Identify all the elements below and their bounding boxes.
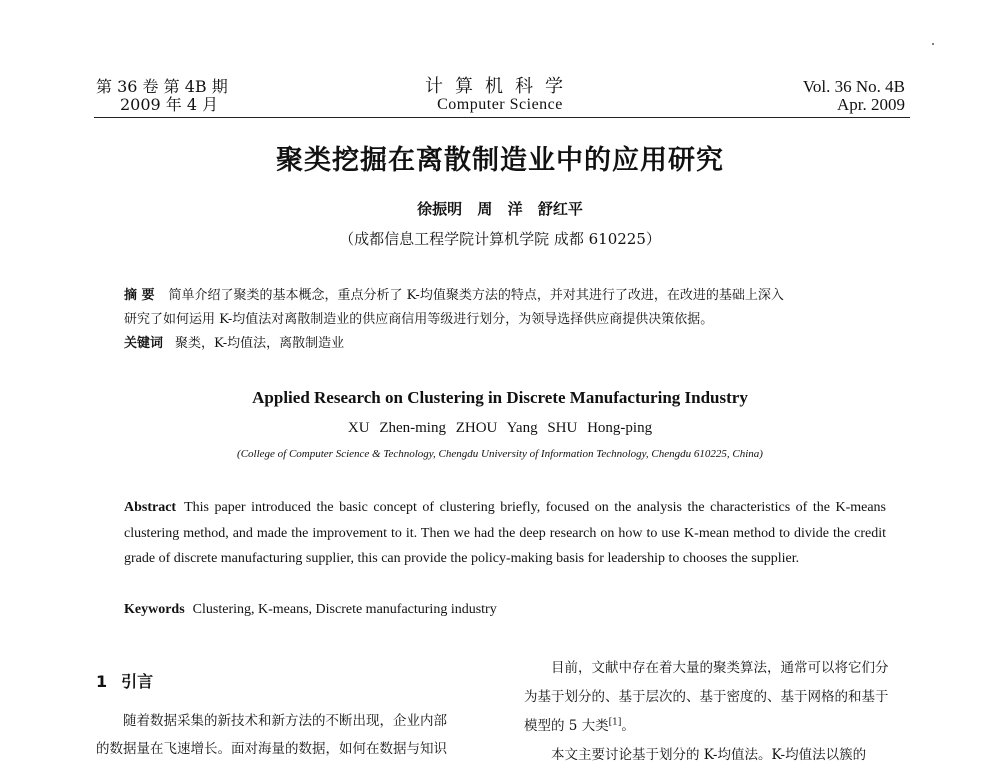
journal-name-en: Computer Science xyxy=(437,96,563,113)
abstract-cn xyxy=(124,284,894,332)
body-column-left xyxy=(96,707,494,763)
journal-volume-en xyxy=(803,78,905,114)
paper-title-en: Applied Research on Clustering in Discrete Manufacturing Industry xyxy=(252,388,748,407)
keywords-en xyxy=(124,598,886,622)
body-right-line3 xyxy=(524,712,914,741)
journal-name xyxy=(400,78,600,114)
abstract-cn-line1: 简单介绍了聚类的基本概念，重点分析了 K-均值聚类方法的特点，并对其进行了改进，在改进的基础上深入 xyxy=(168,288,784,303)
keywords-en-text: Clustering, K-means, Discrete manufacturing industry xyxy=(192,602,497,617)
date-line-cn: 2009 年 4 月 xyxy=(120,95,219,114)
abstract-en-text: This paper introduced the basic concept of clustering briefly, focused on the analysis the characteristics of the K-means clustering method, and made the improvement to it. Then we had the deep research on how to use K-mean method to divide the credit grade of discrete manufacturing supplier, this can provide the policy-making basis for leadership to chooses the supplier. xyxy=(124,500,886,566)
body-column-right xyxy=(524,654,914,770)
affiliation-en: (College of Computer Science & Technology, Chengdu University of Information Technology, Chengdu 610225, China) xyxy=(237,448,763,460)
section-title: 引言 xyxy=(121,672,154,691)
volume-en: Vol. 36 No. 4B xyxy=(802,77,905,96)
header-rule xyxy=(94,117,910,118)
paper-title-cn: 聚类挖掘在离散制造业中的应用研究 xyxy=(276,145,724,176)
journal-name-cn: 计算机科学 xyxy=(425,76,575,97)
body-right-line2: 为基于划分的、基于层次的、基于密度的、基于网格的和基于 xyxy=(524,689,889,705)
date-en: Apr. 2009 xyxy=(837,95,905,114)
authors-en: XU Zhen-ming ZHOU Yang SHU Hong-ping xyxy=(347,420,653,436)
journal-issue-info xyxy=(96,78,228,114)
section-number: 1 xyxy=(96,672,108,691)
section-heading xyxy=(96,669,153,692)
keywords-cn-text: 聚类，K-均值法，离散制造业 xyxy=(175,336,345,351)
body-right-line3-end: 。 xyxy=(621,718,635,734)
abstract-cn-label: 摘 要 xyxy=(124,288,155,303)
scan-speck xyxy=(932,43,934,45)
citation-ref: [1] xyxy=(608,717,622,728)
abstract-cn-line2: 研究了如何运用 K-均值法对离散制造业的供应商信用等级进行划分，为领导选择供应商提供决策依据。 xyxy=(124,312,714,327)
authors-cn: 徐振明 周 洋 舒红平 xyxy=(417,200,583,218)
abstract-en xyxy=(124,495,886,572)
body-right-line4: 本文主要讨论基于划分的 K-均值法。K-均值法以簇的 xyxy=(551,747,867,763)
body-left-line2: 的数据量在飞速增长。面对海量的数据，如何在数据与知识 xyxy=(96,741,447,757)
body-right-line3-text: 模型的 5 大类 xyxy=(524,718,609,734)
body-left-line1: 随着数据采集的新技术和新方法的不断出现，企业内部 xyxy=(123,713,447,729)
affiliation-cn: （成都信息工程学院计算机学院 成都 610225） xyxy=(339,230,661,248)
keywords-en-label: Keywords xyxy=(124,602,185,617)
keywords-cn xyxy=(124,332,894,356)
abstract-en-label: Abstract xyxy=(124,500,177,515)
body-right-line1: 目前，文献中存在着大量的聚类算法，通常可以将它们分 xyxy=(551,660,889,676)
volume-line: 第 36 卷 第 4B 期 xyxy=(96,77,228,96)
keywords-cn-label: 关键词 xyxy=(124,336,164,351)
